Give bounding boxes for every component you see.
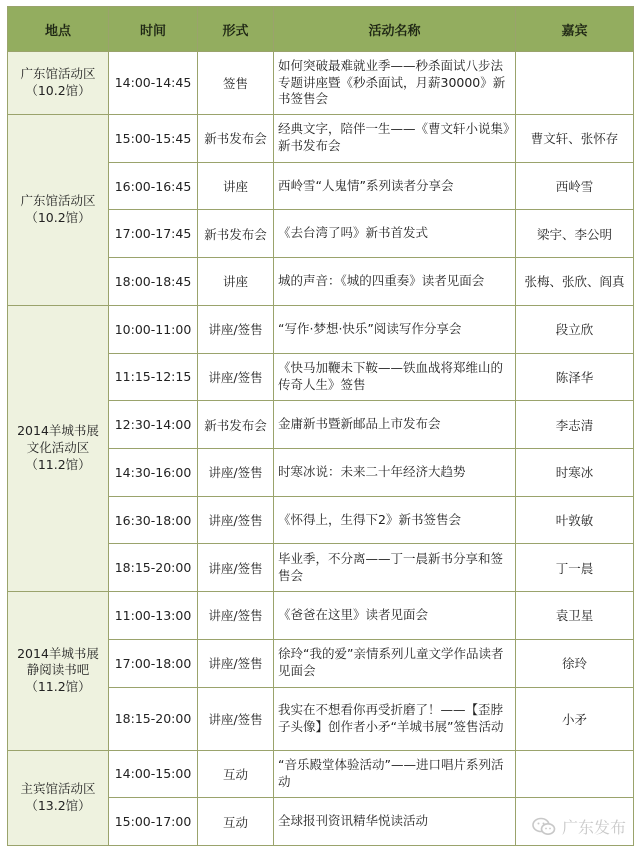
guest-cell: 丁一晨 [516,544,634,592]
venue-line: 广东馆活动区 [20,66,96,82]
format-cell: 讲座 [198,258,274,306]
venue-cell [8,114,109,305]
time-cell: 18:00-18:45 [109,258,198,306]
schedule-table [7,6,634,846]
format-cell: 讲座 [198,162,274,210]
format-cell: 讲座/签售 [198,544,274,592]
time-cell: 15:00-15:45 [109,114,198,162]
time-cell: 14:30-16:00 [109,448,198,496]
event-cell: 金庸新书暨新邮品上市发布会 [274,401,516,449]
table-row [8,750,634,798]
format-cell: 讲座/签售 [198,305,274,353]
header-location: 地点 [8,7,109,52]
guest-cell [516,750,634,798]
event-cell: 如何突破最难就业季——秒杀面试八步法专题讲座暨《秒杀面试，月薪30000》新书签售会 [274,52,516,115]
venue-line: 主宾馆活动区 [20,780,96,796]
event-cell: 徐玲“我的爱”亲情系列儿童文学作品读者见面会 [274,639,516,687]
event-cell: 全球报刊资讯精华悦读活动 [274,798,516,846]
wechat-icon [532,817,556,837]
time-cell: 10:00-11:00 [109,305,198,353]
time-cell: 11:00-13:00 [109,592,198,640]
format-cell: 讲座/签售 [198,448,274,496]
guest-cell: 徐玲 [516,639,634,687]
table-row [8,52,634,115]
guest-cell: 段立欣 [516,305,634,353]
time-cell: 12:30-14:00 [109,401,198,449]
venue-line: 静阅读书吧 [26,662,90,678]
time-cell: 18:15-20:00 [109,544,198,592]
time-cell: 17:00-18:00 [109,639,198,687]
guest-cell: 梁宇、李公明 [516,210,634,258]
format-cell: 讲座/签售 [198,592,274,640]
venue-line: 文化活动区 [26,440,90,456]
table-header [8,7,634,52]
header-guest: 嘉宾 [516,7,634,52]
format-cell: 签售 [198,52,274,115]
venue-line: （11.2馆） [25,456,91,472]
watermark-text: 广东发布 [561,818,626,837]
guest-cell: 陈泽华 [516,353,634,401]
time-cell: 18:15-20:00 [109,687,198,750]
event-cell: 我实在不想看你再受折磨了！——【歪脖子头像】创作者小矛“羊城书展”签售活动 [274,687,516,750]
event-cell: 西岭雪“人鬼情”系列读者分享会 [274,162,516,210]
format-cell: 新书发布会 [198,401,274,449]
event-cell: “音乐殿堂体验活动”——进口唱片系列活动 [274,750,516,798]
table-row [8,114,634,162]
guest-cell: 小矛 [516,687,634,750]
time-cell: 16:30-18:00 [109,496,198,544]
time-cell: 14:00-14:45 [109,52,198,115]
format-cell: 互动 [198,798,274,846]
header-time: 时间 [109,7,198,52]
table-row [8,592,634,640]
time-cell: 11:15-12:15 [109,353,198,401]
format-cell: 讲座/签售 [198,687,274,750]
format-cell: 互动 [198,750,274,798]
guest-cell: 叶敦敏 [516,496,634,544]
format-cell: 讲座/签售 [198,496,274,544]
event-cell: 《快马加鞭未下鞍——铁血战将郑维山的传奇人生》签售 [274,353,516,401]
venue-line: （11.2馆） [25,679,91,695]
table-row [8,305,634,353]
event-cell: 经典文字，陪伴一生——《曹文轩小说集》新书发布会 [274,114,516,162]
guest-cell: 袁卫星 [516,592,634,640]
time-cell: 14:00-15:00 [109,750,198,798]
venue-line: 广东馆活动区 [20,193,96,208]
event-cell: 城的声音：《城的四重奏》读者见面会 [274,258,516,306]
event-cell: 《去台湾了吗》新书首发式 [274,210,516,258]
format-cell: 新书发布会 [198,210,274,258]
venue-cell [8,750,109,846]
event-cell: 《爸爸在这里》读者见面会 [274,592,516,640]
guest-cell: 张梅、张欣、阎真 [516,258,634,306]
event-cell: “写作·梦想·快乐”阅读写作分享会 [274,305,516,353]
time-cell: 17:00-17:45 [109,210,198,258]
venue-line: （10.2馆） [25,82,91,98]
format-cell: 讲座/签售 [198,639,274,687]
venue-line: （10.2馆） [25,209,91,225]
venue-cell [8,52,109,115]
event-cell: 《怀得上，生得下2》新书签售会 [274,496,516,544]
venue-line: （13.2馆） [25,797,91,813]
guest-cell: 曹文轩、张怀存 [516,114,634,162]
header-format: 形式 [198,7,274,52]
venue-line: 2014羊城书展 [17,423,99,439]
guest-cell [516,52,634,115]
format-cell: 讲座/签售 [198,353,274,401]
event-cell: 时寒冰说：未来二十年经济大趋势 [274,448,516,496]
event-cell: 毕业季，不分离——丁一晨新书分享和签售会 [274,544,516,592]
guest-cell: 西岭雪 [516,162,634,210]
header-row [8,7,634,52]
guest-cell: 李志清 [516,401,634,449]
guest-cell: 时寒冰 [516,448,634,496]
table-body [8,52,634,846]
venue-cell [8,305,109,591]
watermark [532,815,626,838]
time-cell: 15:00-17:00 [109,798,198,846]
time-cell: 16:00-16:45 [109,162,198,210]
header-event: 活动名称 [274,7,516,52]
format-cell: 新书发布会 [198,114,274,162]
venue-line: 2014羊城书展 [17,645,99,661]
venue-cell [8,592,109,750]
